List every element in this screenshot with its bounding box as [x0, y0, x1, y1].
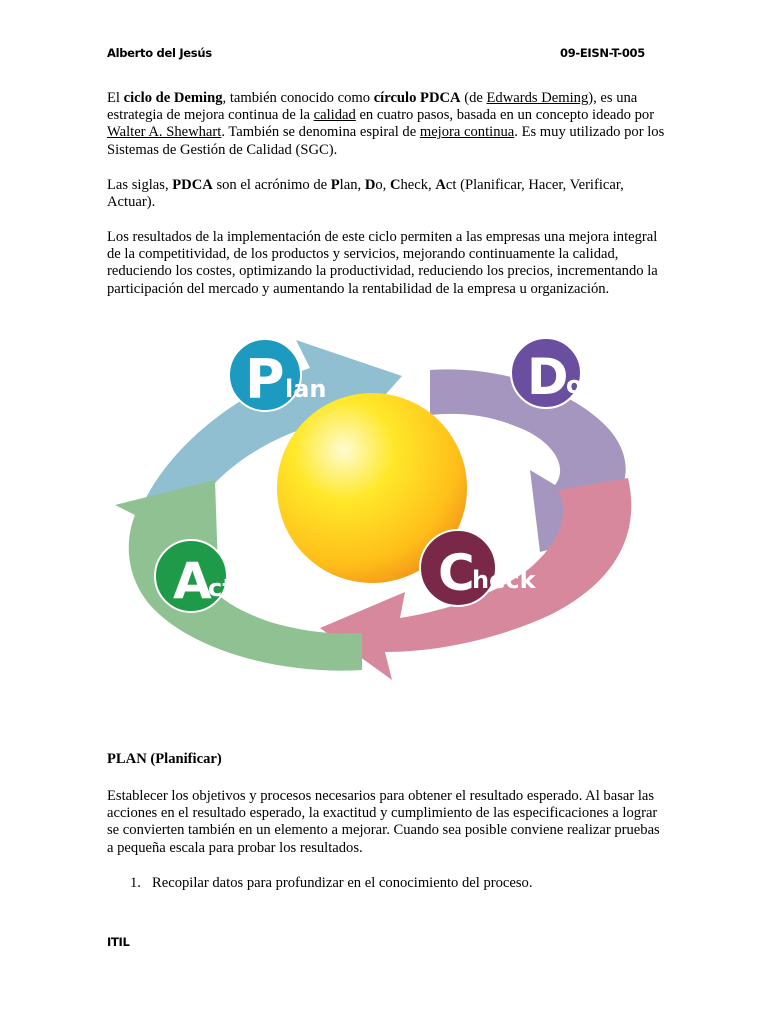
text: lan, — [339, 177, 365, 193]
text: . Es muy utilizado por los Sistemas de Gestión de Calidad (SGC). — [107, 124, 665, 158]
act-suffix: ct — [208, 574, 234, 602]
do-suffix: o — [566, 371, 583, 399]
section-heading: PLAN (Planificar) — [107, 751, 222, 767]
list-number: 1. — [130, 875, 141, 891]
text: , también conocido como — [222, 90, 374, 106]
list-text: Recopilar datos para profundizar en el conocimiento del proceso. — [152, 875, 533, 891]
text: ct (Planificar, Hacer, Verificar, Actuar). — [107, 177, 624, 211]
bold-term-circulo-pdca: círculo PDCA — [373, 90, 461, 106]
text: . También se denomina espiral de — [221, 124, 420, 141]
pdca-cycle-diagram — [100, 330, 660, 710]
intro-paragraph — [107, 90, 667, 159]
acronym-paragraph — [107, 177, 667, 211]
text: son el acrónimo de — [212, 177, 331, 193]
footer-label: ITIL — [107, 935, 130, 949]
text: Las siglas, — [107, 177, 173, 193]
act-label — [155, 540, 234, 612]
text: ), es una estrategia de mejora continua de la — [107, 90, 638, 124]
plan-suffix: lan — [285, 375, 327, 403]
bold-c: C — [389, 177, 401, 193]
link-edwards-deming[interactable]: Edwards Deming — [486, 90, 589, 106]
text: El — [107, 90, 124, 106]
bold-d: D — [364, 177, 376, 193]
check-letter: C — [438, 544, 475, 602]
text: en cuatro pasos, basada en un concepto ideado por — [355, 107, 655, 124]
check-suffix: heck — [472, 566, 536, 594]
results-paragraph: Los resultados de la implementación de este ciclo permiten a las empresas una mejora integral de la competitividad, de los productos y servicios, mejorando continuamente la calidad, reduciendo los costes, optimizando la productividad, reduciendo los precios, incrementando la participación del mercado y aumentando la rentabilidad de la empresa u organización. — [107, 229, 658, 297]
bold-p: P — [330, 177, 340, 193]
bold-a: A — [435, 177, 446, 193]
link-walter-shewhart[interactable]: Walter A. Shewhart — [107, 124, 222, 141]
plan-paragraph: Establecer los objetivos y procesos necesarios para obtener el resultado esperado. Al basar las acciones en el resultado esperado, la exactitud y cumplimiento de las especificaciones a lograr se convierten también en un elemento a mejorar. Cuando sea posible conviene realizar pruebas a pequeña escala para probar los resultados. — [107, 788, 660, 856]
link-calidad[interactable]: calidad — [313, 107, 356, 124]
header-author: Alberto del Jesús — [107, 46, 212, 60]
link-mejora-continua[interactable]: mejora continua — [419, 124, 515, 141]
act-letter: A — [173, 552, 212, 610]
bold-term-ciclo-deming: ciclo de Deming — [123, 90, 223, 106]
text: (de — [460, 90, 487, 106]
header-document-code: 09-EISN-T-005 — [560, 46, 645, 60]
text: heck, — [400, 177, 436, 193]
plan-letter: P — [245, 348, 285, 411]
do-letter: D — [527, 348, 569, 406]
do-label — [511, 338, 583, 408]
bold-pdca: PDCA — [172, 177, 213, 193]
list-item — [130, 875, 533, 892]
text: o, — [375, 177, 390, 193]
